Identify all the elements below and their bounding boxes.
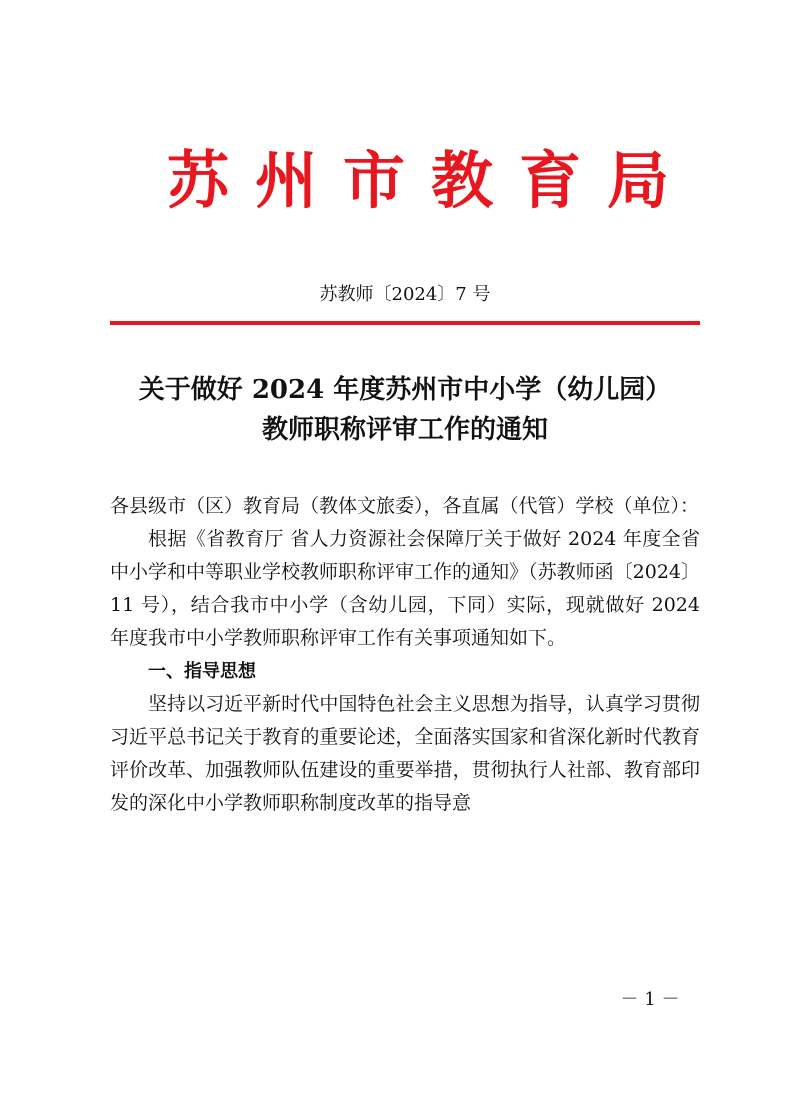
document-title-line-2: 教师职称评审工作的通知 bbox=[261, 415, 548, 445]
document-body bbox=[110, 490, 700, 820]
document-number: 苏教师〔2024〕7 号 bbox=[319, 284, 491, 305]
document-title bbox=[100, 370, 710, 450]
page-number: － 1 － bbox=[620, 989, 680, 1010]
section-heading: 一、指导思想 bbox=[148, 661, 256, 682]
body-paragraph: 坚持以习近平新时代中国特色社会主义思想为指导，认真学习贯彻习近平总书记关于教育的重要论述，全面落实国家和省深化新时代教育评价改革、加强教师队伍建设的重要举措，贯彻执行人社部、教育部印发的深化中小学教师职称制度改革的指导意 bbox=[110, 693, 700, 814]
body-paragraph: 根据《省教育厅 省人力资源社会保障厅关于做好 2024 年度全省中小学和中等职业学校教师职称评审工作的通知》（苏教师函〔2024〕11 号），结合我市中小学（含幼儿园，下同）实际，现就做好 2024 年度我市中小学教师职称评审工作有关事项通知如下。 bbox=[110, 528, 700, 649]
letterhead-title: 苏州市教育局 bbox=[166, 144, 695, 217]
salutation: 各县级市（区）教育局（教体文旅委），各直属（代管）学校（单位）： bbox=[110, 495, 700, 517]
document-title-line-1: 关于做好 2024 年度苏州市中小学（幼儿园） bbox=[138, 375, 672, 405]
red-divider-line bbox=[110, 321, 700, 325]
